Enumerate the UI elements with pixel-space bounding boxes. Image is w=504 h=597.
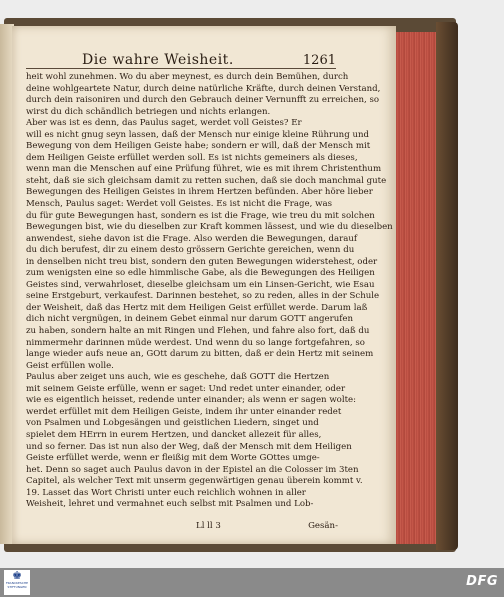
book-page [12, 26, 396, 544]
dfg-logo: DFG [466, 574, 498, 589]
text-line: zum wenigsten eine so edle himmlische Gabe, als die Bewegungen des Heiligen [26, 268, 375, 279]
text-line: Bewegungen bist, wie du dieselben zur Kraft kommen lässest, und wie du dieselben [26, 222, 393, 233]
running-title: Die wahre Weisheit. [82, 52, 234, 68]
text-line: nimmermehr darinnen müde werdest. Und wenn du so lange fortgefahren, so [26, 337, 365, 348]
text-line: Capitel, als welcher Text mit unserm gegenwärtigen genau überein kommt v. [26, 476, 363, 487]
text-line: will es nicht gnug seyn lassen, daß der Mensch nur einige kleine Rührung und [26, 129, 370, 140]
text-line: dich nicht vergnügen, in deinem Gebet einmal nur darum GOTT angerufen [26, 314, 354, 325]
text-line: Geist erfüllen wolle. [26, 360, 114, 371]
body-text [26, 72, 393, 511]
text-line: heit wohl zunehmen. Wo du aber meynest, es durch dein Bemühen, durch [26, 72, 349, 82]
text-line: spielet dem HErrn in eurem Hertzen, und dancket allezeit für alles, [26, 429, 322, 440]
catchword: Gesän- [308, 521, 338, 531]
text-line: Weisheit, lehret und vermahnet euch selbst mit Psalmen und Lob- [26, 499, 314, 510]
text-line: zu haben, sondern halte an mit Ringen und Flehen, und fahre also fort, daß du [26, 326, 370, 337]
text-line: deine wohlgeartete Natur, durch deine natürliche Kräfte, durch deinen Verstand, [26, 83, 381, 94]
text-line: du für gute Bewegungen hast, sondern es ist die Frage, wie treu du mit solchen [26, 210, 375, 221]
text-line: 19. Lasset das Wort Christi unter euch reichlich wohnen in aller [26, 487, 306, 498]
text-line: mit seinem Geiste erfülle, wenn er saget: Und redet unter einander, oder [26, 383, 346, 394]
text-line: du dich berufest, dir zu einem desto grössern Gerichte gereichen, wenn du [26, 245, 355, 256]
text-line: durch dein raisoniren und durch den Gebrauch deiner Vernunfft zu erreichen, so [26, 95, 380, 106]
text-line: het. Denn so saget auch Paulus davon in der Epistel an die Colosser im 3ten [26, 464, 359, 475]
text-line: lange wieder aufs neue an, GOtt darum zu bitten, daß er dein Hertz mit seinem [26, 349, 374, 360]
text-line: Bewegungen des Heiligen Geistes in ihrem Hertzen befünden. Aber höre lieber [26, 187, 373, 198]
text-line: anwendest, siehe davon ist die Frage. Also werden die Bewegungen, darauf [26, 233, 358, 244]
text-line: und so ferner. Das ist nun also der Weg, daß der Mensch mit dem Heiligen [26, 441, 352, 452]
text-line: wirst du dich schändlich betriegen und nichts erlangen. [26, 106, 271, 117]
text-line: seine Erstgeburt, verkaufest. Darinnen bestehet, so zu reden, alles in der Schule [26, 291, 380, 302]
text-line: wenn man die Menschen auf eine Prüfung führet, wie es mit ihrem Christenthum [26, 164, 382, 175]
logo-text: FRANCKESCHE STIFTUNGEN [5, 581, 29, 589]
text-line: Geiste erfüllet werde, wenn er fleißig mit dem Worte GOttes umge- [26, 453, 320, 464]
text-line: steht, daß sie sich gleichsam damit zu retten suchen, daß sie doch manchmal gute [26, 175, 387, 186]
text-line: werdet erfüllet mit dem Heiligen Geiste, indem ihr unter einander redet [26, 406, 342, 417]
text-line: Geistes sind, verwahrloset, dieselbe gleichsam um ein Linsen-Gericht, wie Esau [26, 279, 375, 290]
text-line: Aber was ist es denn, das Paulus saget, werdet voll Geistes? Er [26, 118, 302, 129]
footer-bar [0, 568, 504, 597]
page-header [26, 52, 336, 69]
text-line: in denselben nicht treu bist, sondern den guten Bewegungen widerstehest, oder [26, 256, 378, 267]
text-line: der Weisheit, daß das Hertz mit dem Heiligen Geist erfüllet werde. Darum laß [26, 302, 368, 313]
text-line: Paulus aber zeiget uns auch, wie es geschehe, daß GOTT die Hertzen [26, 372, 330, 383]
text-line: von Psalmen und Lobgesängen und geistlichen Liedern, singet und [26, 418, 319, 429]
page-number: 1261 [302, 53, 336, 68]
book-cover-edge [436, 22, 458, 550]
text-line: Bewegung von dem Heiligen Geiste habe; sondern er will, daß der Mensch mit [26, 141, 371, 152]
signature-mark: Ll ll 3 [196, 521, 221, 531]
eagle-icon: ♚ [12, 569, 22, 582]
text-line: Mensch, Paulus saget: Werdet voll Geistes. Es ist nicht die Frage, was [26, 199, 332, 210]
page-edges-red [396, 32, 436, 544]
text-line: dem Heiligen Geiste erfüllet werden soll. Es ist nichts gemeiners als dieses, [26, 152, 358, 163]
institution-logo [4, 570, 30, 595]
text-line: wie es eigentlich heisset, redende unter einander; als wenn er sagen wolte: [26, 395, 357, 406]
page-footer [26, 521, 338, 533]
